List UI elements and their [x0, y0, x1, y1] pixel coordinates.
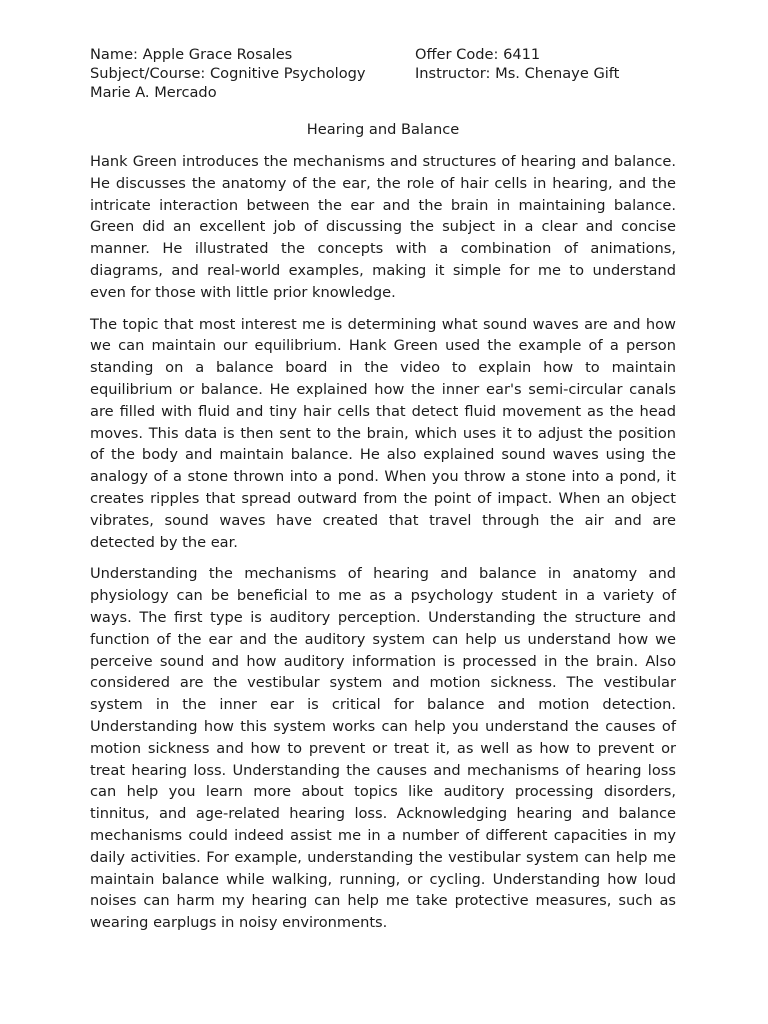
paragraph-introduction: Hank Green introduces the mechanisms and structures of hearing and balance. He discusses the anatomy of the ear, the role of hair cells in hearing, and the intricate interaction between the ear and the brain in maintaining balance. Green did an excellent job of discussing the subject in a clear and concise manner. He illustrated the concepts with a combination of animations, diagrams, and real-world examples, making it simple for me to understand even for those with little prior knowledge.	[90, 153, 676, 301]
document-title: Hearing and Balance	[306, 121, 460, 138]
document-page	[90, 45, 676, 934]
header-row-3	[90, 83, 676, 102]
paragraph-application: Understanding the mechanisms of hearing and balance in anatomy and physiology can be beneficial to me as a psychology student in a variety of ways. The first type is auditory perception. Understanding the structure and function of the ear and the auditory system can help us understand how we perceive sound and how auditory information is processed in the brain. Also considered are the vestibular system and motion sickness. The vestibular system in the inner ear is critical for balance and motion detection. Understanding how this system works can help you understand the causes of motion sickness and how to prevent or treat it, as well as how to prevent or treat hearing loss. Understanding the causes and mechanisms of hearing loss can help you learn more about topics like auditory processing disorders, tinnitus, and age-related hearing loss. Acknowledging hearing and balance mechanisms could indeed assist me in a number of different capacities in my daily activities. For example, understanding the vestibular system can help me maintain balance while walking, running, or cycling. Understanding how loud noises can harm my hearing can help me take protective measures, such as wearing earplugs in noisy environments.	[90, 565, 676, 932]
subject-course: Subject/Course: Cognitive Psychology	[90, 65, 366, 82]
instructor-name-continued: Marie A. Mercado	[90, 84, 217, 101]
document-header	[90, 45, 676, 102]
instructor: Instructor: Ms. Chenaye Gift	[415, 65, 620, 82]
student-name: Name: Apple Grace Rosales	[90, 46, 293, 63]
header-row-1	[90, 45, 676, 64]
paragraph-topic-of-interest: The topic that most interest me is determining what sound waves are and how we can maintain our equilibrium. Hank Green used the example of a person standing on a balance board in the video to explain how to maintain equilibrium or balance. He explained how the inner ear's semi-circular canals are filled with fluid and tiny hair cells that detect fluid movement as the head moves. This data is then sent to the brain, which uses it to adjust the position of the body and maintain balance. He also explained sound waves using the analogy of a stone thrown into a pond. When you throw a stone into a pond, it creates ripples that spread outward from the point of impact. When an object vibrates, sound waves have created that travel through the air and are detected by the ear.	[90, 315, 676, 551]
header-row-2	[90, 64, 676, 83]
offer-code: Offer Code: 6411	[415, 46, 541, 63]
